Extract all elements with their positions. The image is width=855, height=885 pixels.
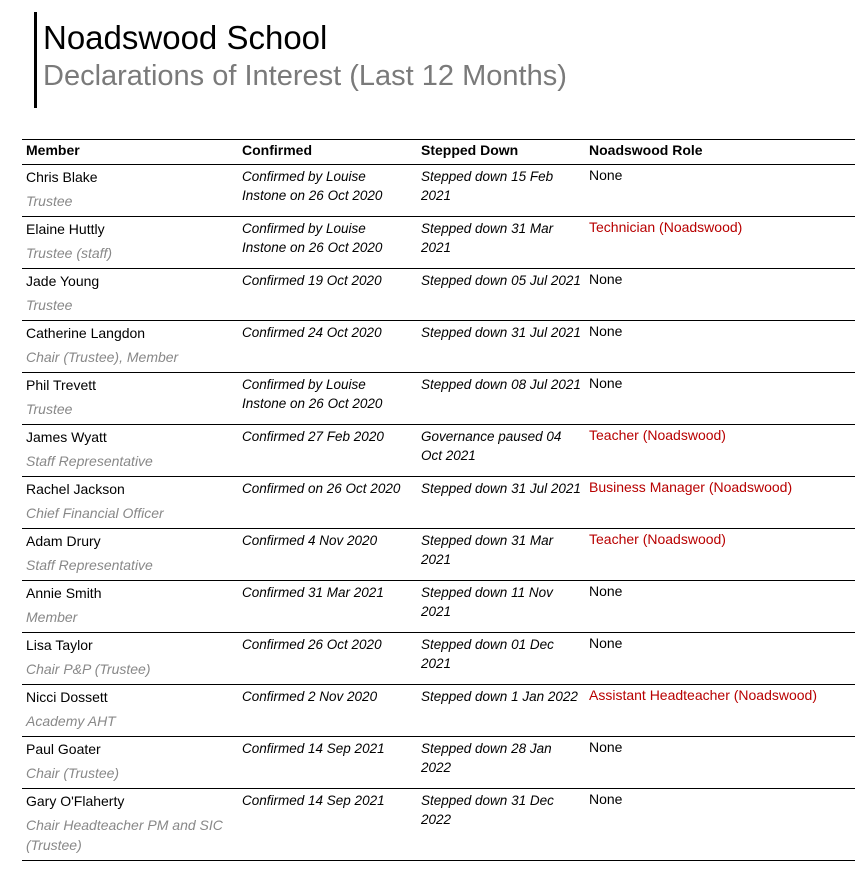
member-cell [22, 217, 238, 269]
noadswood-role-text: None [589, 323, 623, 339]
noadswood-role-text: None [589, 635, 623, 651]
confirmed-cell [238, 581, 417, 633]
member-position: Chief Financial Officer [26, 505, 164, 521]
stepped-down-text: Stepped down 31 Dec 2022 [421, 793, 554, 827]
stepped-down-text: Stepped down 01 Dec 2021 [421, 637, 554, 671]
table-row [22, 529, 855, 581]
confirmed-cell [238, 165, 417, 217]
table-row [22, 373, 855, 425]
noadswood-role-text: None [589, 167, 623, 183]
member-name: Nicci Dossett [26, 689, 108, 705]
noadswood-role-text: None [589, 583, 623, 599]
stepped-down-text: Stepped down 31 Jul 2021 [421, 481, 581, 496]
confirmed-cell [238, 269, 417, 321]
table-row [22, 685, 855, 737]
member-position: Staff Representative [26, 453, 153, 469]
stepped-down-cell [417, 217, 585, 269]
member-cell [22, 685, 238, 737]
stepped-down-cell [417, 529, 585, 581]
noadswood-role-cell [585, 165, 855, 217]
member-position: Trustee [26, 401, 73, 417]
member-position: Chair P&P (Trustee) [26, 661, 151, 677]
member-name: Rachel Jackson [26, 481, 125, 497]
table-row [22, 165, 855, 217]
table-row [22, 789, 855, 861]
stepped-down-text: Stepped down 15 Feb 2021 [421, 169, 554, 203]
member-cell [22, 581, 238, 633]
table-row [22, 477, 855, 529]
member-cell [22, 789, 238, 861]
noadswood-role-cell [585, 477, 855, 529]
member-cell [22, 373, 238, 425]
column-header-confirmed: Confirmed [238, 140, 417, 165]
confirmed-cell [238, 529, 417, 581]
member-cell [22, 737, 238, 789]
stepped-down-text: Stepped down 11 Nov 2021 [421, 585, 553, 619]
column-header-member: Member [22, 140, 238, 165]
confirmed-text: Confirmed 27 Feb 2020 [242, 429, 384, 444]
stepped-down-text: Stepped down 05 Jul 2021 [421, 273, 581, 288]
member-name: Catherine Langdon [26, 325, 146, 341]
stepped-down-cell [417, 685, 585, 737]
confirmed-cell [238, 217, 417, 269]
confirmed-cell [238, 321, 417, 373]
confirmed-text: Confirmed by Louise Instone on 26 Oct 2020 [242, 221, 383, 255]
stepped-down-cell [417, 737, 585, 789]
confirmed-text: Confirmed 19 Oct 2020 [242, 273, 382, 288]
table-row [22, 269, 855, 321]
noadswood-role-cell [585, 529, 855, 581]
noadswood-role-cell [585, 737, 855, 789]
noadswood-role-text: None [589, 791, 623, 807]
member-position: Trustee [26, 193, 73, 209]
stepped-down-text: Stepped down 31 Mar 2021 [421, 221, 554, 255]
page-title: Noadswood School [43, 19, 328, 56]
confirmed-text: Confirmed 24 Oct 2020 [242, 325, 382, 340]
member-name: Paul Goater [26, 741, 101, 757]
table-row [22, 581, 855, 633]
confirmed-text: Confirmed 31 Mar 2021 [242, 585, 384, 600]
member-position: Staff Representative [26, 557, 153, 573]
document-header [34, 12, 567, 108]
stepped-down-text: Stepped down 31 Mar 2021 [421, 533, 554, 567]
confirmed-text: Confirmed by Louise Instone on 26 Oct 2020 [242, 169, 383, 203]
noadswood-role-cell [585, 269, 855, 321]
stepped-down-cell [417, 581, 585, 633]
table-row [22, 425, 855, 477]
stepped-down-cell [417, 165, 585, 217]
confirmed-text: Confirmed 14 Sep 2021 [242, 793, 385, 808]
stepped-down-cell [417, 373, 585, 425]
member-position: Member [26, 609, 78, 625]
member-name: Elaine Huttly [26, 221, 105, 237]
declarations-table [22, 139, 855, 861]
table-header-row [22, 140, 855, 165]
member-cell [22, 633, 238, 685]
noadswood-role-text: Assistant Headteacher (Noadswood) [589, 687, 818, 703]
confirmed-cell [238, 425, 417, 477]
member-cell [22, 425, 238, 477]
confirmed-cell [238, 633, 417, 685]
member-position: Trustee (staff) [26, 245, 113, 261]
member-position: Academy AHT [26, 713, 116, 729]
noadswood-role-cell [585, 685, 855, 737]
member-name: James Wyatt [26, 429, 107, 445]
member-position: Chair (Trustee), Member [26, 349, 179, 365]
confirmed-text: Confirmed 14 Sep 2021 [242, 741, 385, 756]
stepped-down-cell [417, 477, 585, 529]
noadswood-role-text: Business Manager (Noadswood) [589, 479, 793, 495]
column-header-stepped-down: Stepped Down [417, 140, 585, 165]
confirmed-text: Confirmed 2 Nov 2020 [242, 689, 378, 704]
confirmed-cell [238, 373, 417, 425]
member-cell [22, 269, 238, 321]
stepped-down-cell [417, 633, 585, 685]
member-name: Phil Trevett [26, 377, 97, 393]
page-subtitle: Declarations of Interest (Last 12 Months) [43, 60, 567, 92]
confirmed-text: Confirmed on 26 Oct 2020 [242, 481, 401, 496]
stepped-down-text: Stepped down 08 Jul 2021 [421, 377, 581, 392]
noadswood-role-text: Teacher (Noadswood) [589, 531, 726, 547]
noadswood-role-cell [585, 425, 855, 477]
noadswood-role-cell [585, 373, 855, 425]
stepped-down-text: Stepped down 31 Jul 2021 [421, 325, 581, 340]
noadswood-role-text: None [589, 375, 623, 391]
confirmed-cell [238, 737, 417, 789]
stepped-down-text: Stepped down 1 Jan 2022 [421, 689, 578, 704]
stepped-down-text: Stepped down 28 Jan 2022 [421, 741, 552, 775]
stepped-down-cell [417, 269, 585, 321]
table-row [22, 321, 855, 373]
noadswood-role-text: Technician (Noadswood) [589, 219, 743, 235]
member-name: Jade Young [26, 273, 100, 289]
noadswood-role-cell [585, 217, 855, 269]
member-cell [22, 321, 238, 373]
member-position: Chair (Trustee) [26, 765, 120, 781]
member-position: Trustee [26, 297, 73, 313]
stepped-down-cell [417, 425, 585, 477]
column-header-noadswood-role: Noadswood Role [585, 140, 855, 165]
table-row [22, 217, 855, 269]
member-name: Chris Blake [26, 169, 98, 185]
noadswood-role-text: None [589, 271, 623, 287]
member-name: Lisa Taylor [26, 637, 93, 653]
noadswood-role-cell [585, 789, 855, 861]
confirmed-cell [238, 477, 417, 529]
noadswood-role-cell [585, 321, 855, 373]
member-position: Chair Headteacher PM and SIC (Trustee) [26, 817, 223, 853]
table-row [22, 737, 855, 789]
confirmed-cell [238, 685, 417, 737]
confirmed-text: Confirmed 26 Oct 2020 [242, 637, 382, 652]
noadswood-role-text: None [589, 739, 623, 755]
confirmed-text: Confirmed by Louise Instone on 26 Oct 2020 [242, 377, 383, 411]
member-name: Gary O'Flaherty [26, 793, 125, 809]
member-cell [22, 529, 238, 581]
noadswood-role-text: Teacher (Noadswood) [589, 427, 726, 443]
member-name: Adam Drury [26, 533, 101, 549]
table-body [22, 165, 855, 861]
noadswood-role-cell [585, 633, 855, 685]
stepped-down-cell [417, 321, 585, 373]
member-name: Annie Smith [26, 585, 102, 601]
member-cell [22, 165, 238, 217]
confirmed-text: Confirmed 4 Nov 2020 [242, 533, 378, 548]
member-cell [22, 477, 238, 529]
stepped-down-text: Governance paused 04 Oct 2021 [421, 429, 562, 463]
stepped-down-cell [417, 789, 585, 861]
noadswood-role-cell [585, 581, 855, 633]
confirmed-cell [238, 789, 417, 861]
table-row [22, 633, 855, 685]
